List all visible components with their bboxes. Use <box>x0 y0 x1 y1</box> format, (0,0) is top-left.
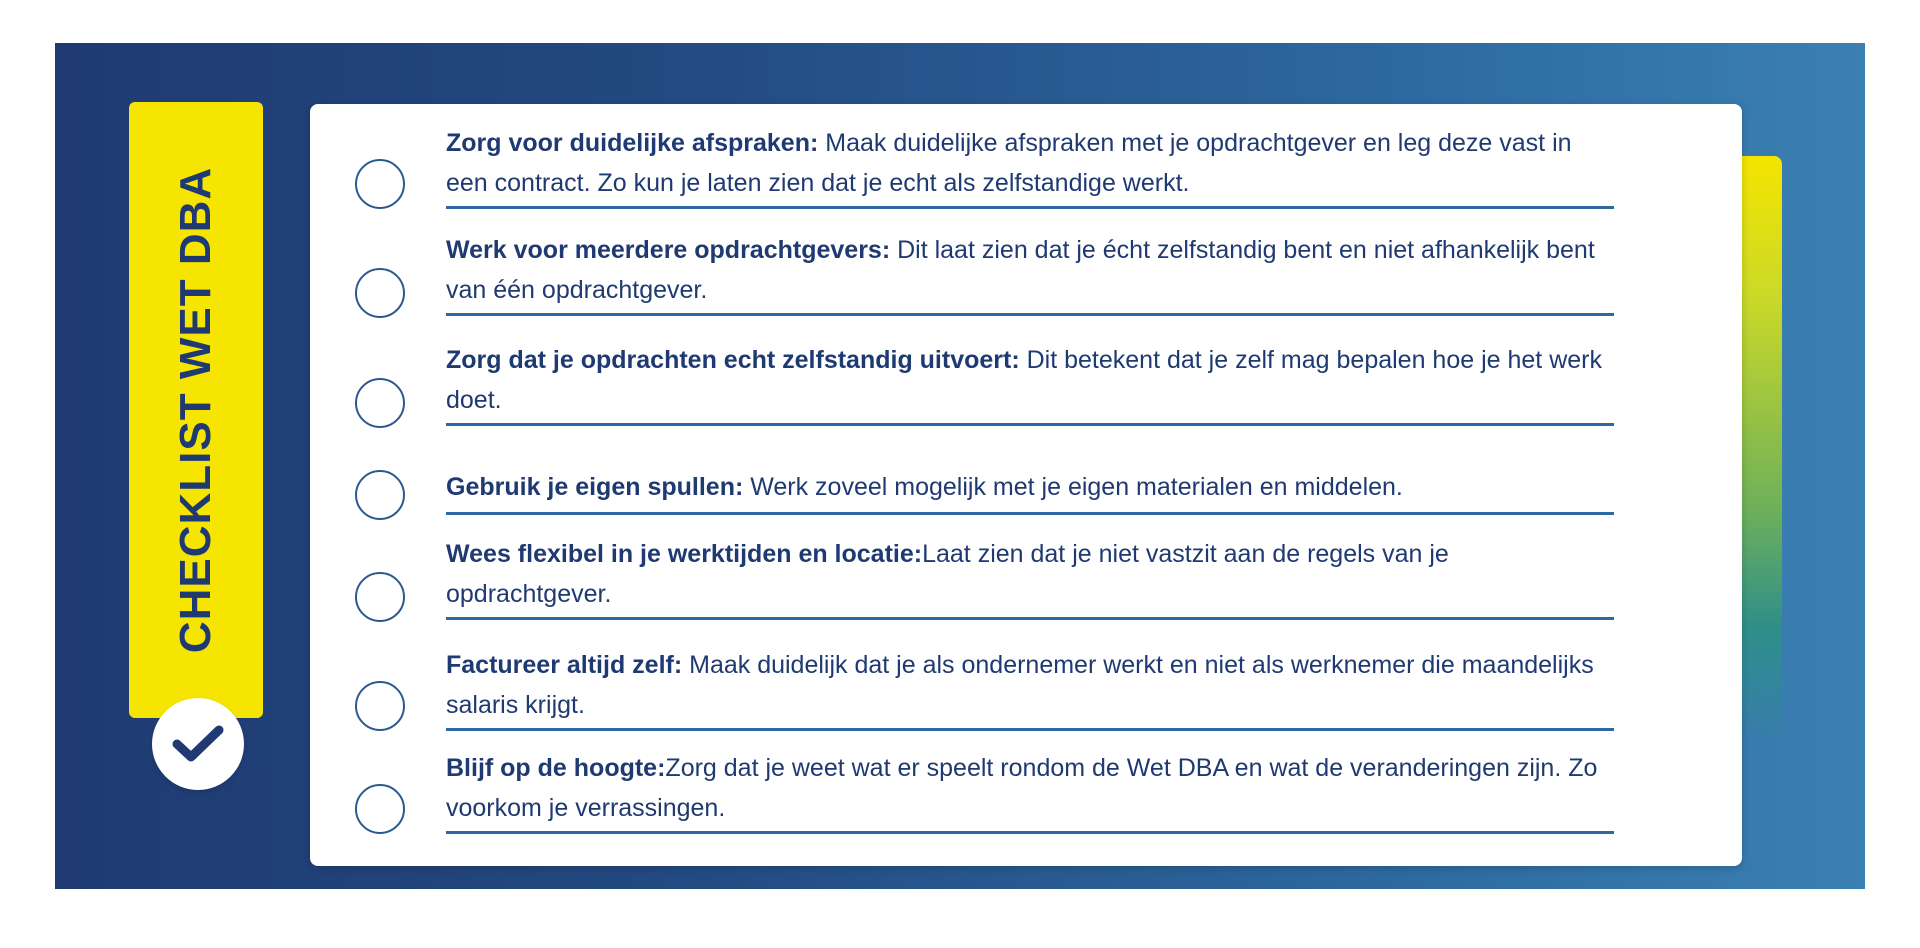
checklist-card <box>310 104 1742 866</box>
item-body: Maak duidelijk dat je als ondernemer werkt en niet als werknemer die maandelijks salaris krijgt. <box>446 651 1594 719</box>
item-divider <box>446 617 1614 620</box>
item-divider <box>446 206 1614 209</box>
item-divider <box>446 512 1614 515</box>
item-heading: Blijf op de hoogte: <box>446 754 666 782</box>
item-text <box>446 534 1606 614</box>
item-body: Maak duidelijke afspraken met je opdrachtgever en leg deze vast in een contract. Zo kun je laten zien dat je echt als zelfstandige werkt. <box>446 129 1572 197</box>
item-divider <box>446 313 1614 316</box>
checkmark-badge <box>152 698 244 790</box>
item-heading: Wees flexibel in je werktijden en locatie: <box>446 540 923 568</box>
item-text <box>446 340 1606 420</box>
item-body: Dit laat zien dat je écht zelfstandig bent en niet afhankelijk bent van één opdrachtgever. <box>446 236 1595 304</box>
checkbox-circle[interactable] <box>355 378 405 428</box>
checklist-banner <box>55 43 1865 889</box>
item-body: Dit betekent dat je zelf mag bepalen hoe je het werk doet. <box>446 346 1602 414</box>
item-text <box>446 748 1606 828</box>
item-divider <box>446 831 1614 834</box>
item-text <box>446 123 1606 203</box>
checkmark-icon <box>172 724 224 764</box>
checkbox-circle[interactable] <box>355 470 405 520</box>
item-heading: Factureer altijd zelf: <box>446 651 683 679</box>
checkbox-circle[interactable] <box>355 681 405 731</box>
checkbox-circle[interactable] <box>355 159 405 209</box>
checkbox-circle[interactable] <box>355 784 405 834</box>
item-body: Laat zien dat je niet vastzit aan de regels van je opdrachtgever. <box>446 540 1449 608</box>
item-body: Zorg dat je weet wat er speelt rondom de Wet DBA en wat de veranderingen zijn. Zo voorkom je verrassingen. <box>446 754 1598 822</box>
item-body: Werk zoveel mogelijk met je eigen materialen en middelen. <box>743 473 1403 501</box>
item-text <box>446 467 1606 507</box>
item-heading: Zorg voor duidelijke afspraken: <box>446 129 819 157</box>
title-tab <box>129 102 263 718</box>
item-heading: Zorg dat je opdrachten echt zelfstandig uitvoert: <box>446 346 1020 374</box>
item-divider <box>446 423 1614 426</box>
item-text <box>446 230 1606 310</box>
checkbox-circle[interactable] <box>355 268 405 318</box>
item-heading: Gebruik je eigen spullen: <box>446 473 744 501</box>
item-text <box>446 645 1606 725</box>
checkbox-circle[interactable] <box>355 572 405 622</box>
item-heading: Werk voor meerdere opdrachtgevers: <box>446 236 891 264</box>
item-divider <box>446 728 1614 731</box>
checklist-title: CHECKLIST WET DBA <box>171 166 220 654</box>
